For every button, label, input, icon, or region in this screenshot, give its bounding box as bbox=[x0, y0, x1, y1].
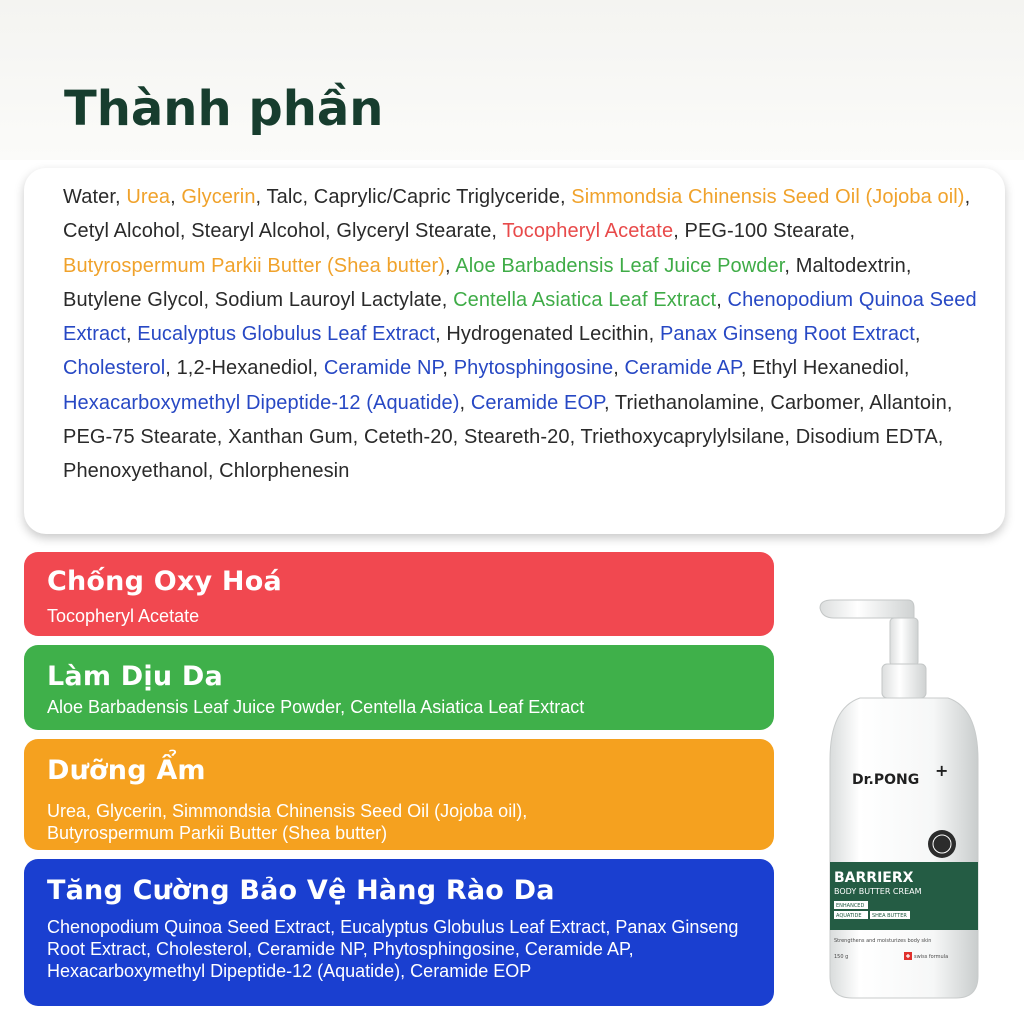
ingredient-highlight: Hexacarboxymethyl Dipeptide-12 (Aquatide) bbox=[63, 391, 460, 414]
ingredient-text: , Hydrogenated Lecithin, bbox=[435, 323, 660, 346]
ingredient-text: , bbox=[125, 323, 138, 346]
ingredient-highlight: Cholesterol bbox=[63, 357, 166, 380]
ingredient-highlight: Tocopheryl Acetate bbox=[502, 220, 674, 243]
ingredients-list bbox=[63, 180, 977, 489]
brand-plus: + bbox=[935, 761, 949, 780]
benefit-card-moisturizing bbox=[24, 739, 774, 850]
ingredient-text: , bbox=[442, 357, 454, 380]
pump-collar bbox=[882, 664, 926, 698]
ingredient-text: , bbox=[716, 288, 728, 311]
ingredient-highlight: Glycerin bbox=[181, 186, 256, 208]
tag-label: SHEA BUTTER bbox=[872, 913, 907, 919]
page-title: Thành phần bbox=[64, 81, 384, 137]
benefit-card-antioxidant bbox=[24, 552, 774, 636]
ingredient-text: , bbox=[613, 357, 625, 380]
benefit-title: Dưỡng Ẩm bbox=[47, 755, 206, 786]
tag-label: AQUATIDE bbox=[836, 913, 862, 919]
benefit-ingredients: Tocopheryl Acetate bbox=[47, 606, 200, 626]
ingredient-text: , bbox=[170, 186, 182, 208]
product-bottle-image bbox=[790, 590, 1010, 1010]
product-tagline: Strengthens and moisturizes body skin bbox=[834, 938, 932, 944]
ingredient-highlight: Ceramide NP bbox=[323, 357, 443, 380]
tag-label: ENHANCED bbox=[836, 903, 865, 909]
benefit-card-barrier bbox=[24, 859, 774, 1006]
ingredient-text: , bbox=[914, 323, 921, 346]
ingredient-highlight: Chenopodium Quinoa Seed Extract bbox=[63, 288, 977, 346]
ingredient-text: , 1,2-Hexanediol, bbox=[165, 357, 324, 380]
ingredient-text: , PEG-100 Stearate, bbox=[673, 220, 856, 243]
brand-logo: Dr.PONG bbox=[852, 772, 920, 788]
benefit-ingredients: Chenopodium Quinoa Seed Extract, Eucalyptus Globulus Leaf Extract, Panax Ginseng Root Extract, Cholesterol, Ceramide NP, Phytosphingosine, Ceramide AP, Hexacarboxymethyl Dipeptide-12 (Aquatide), Ceramide EOP bbox=[47, 917, 739, 981]
benefit-card-soothing bbox=[24, 645, 774, 730]
ingredient-text: , bbox=[445, 254, 456, 277]
ingredient-text: , Talc, Caprylic/Capric Triglyceride, bbox=[255, 186, 572, 208]
benefit-title: Tăng Cường Bảo Vệ Hàng Rào Da bbox=[47, 875, 555, 906]
ingredient-text: , bbox=[459, 391, 471, 414]
ingredient-highlight: Ceramide EOP bbox=[470, 391, 604, 414]
ingredient-highlight: Panax Ginseng Root Extract bbox=[659, 323, 915, 346]
product-line: BARRIERX bbox=[834, 870, 914, 886]
product-subtitle: BODY BUTTER CREAM bbox=[834, 887, 922, 896]
ingredient-highlight: Aloe Barbadensis Leaf Juice Powder bbox=[455, 254, 785, 277]
ingredient-highlight: Butyrospermum Parkii Butter (Shea butter) bbox=[63, 254, 446, 277]
pump-stem bbox=[890, 618, 918, 666]
ingredient-text: , Triethanolamine, Carbomer, Allantoin, PEG-75 Stearate, Xanthan Gum, Ceteth-20, Steareth-20, Triethoxycaprylylsilane, Disodium EDTA, Phenoxyethanol, Chlorphenesin bbox=[63, 391, 953, 483]
ingredient-highlight: Simmondsia Chinensis Seed Oil (Jojoba oil) bbox=[571, 186, 965, 208]
product-bottle-illustration bbox=[790, 590, 1010, 1010]
benefit-ingredients: Urea, Glycerin, Simmondsia Chinensis Seed Oil (Jojoba oil), Butyrospermum Parkii Butter (Shea butter) bbox=[47, 801, 528, 843]
benefit-title: Chống Oxy Hoá bbox=[47, 566, 282, 597]
ingredient-highlight: Urea bbox=[126, 186, 171, 208]
ingredient-text: Water, bbox=[63, 186, 127, 208]
ingredient-highlight: Phytosphingosine bbox=[453, 357, 614, 380]
ingredient-text: , Maltodextrin, Butylene Glycol, Sodium Lauroyl Lactylate, bbox=[63, 254, 912, 311]
flag-label: swiss formula bbox=[914, 954, 949, 960]
ingredient-highlight: Ceramide AP bbox=[624, 357, 741, 380]
seal-icon bbox=[928, 830, 956, 858]
ingredients-card bbox=[24, 168, 1005, 534]
benefit-ingredients: Aloe Barbadensis Leaf Juice Powder, Centella Asiatica Leaf Extract bbox=[47, 697, 585, 717]
product-weight: 150 g bbox=[834, 954, 849, 960]
ingredient-highlight: Centella Asiatica Leaf Extract bbox=[453, 288, 717, 311]
ingredient-text: , Ethyl Hexanediol, bbox=[740, 357, 910, 380]
ingredient-text: , Cetyl Alcohol, Stearyl Alcohol, Glyceryl Stearate, bbox=[63, 186, 971, 243]
ingredient-highlight: Eucalyptus Globulus Leaf Extract bbox=[137, 323, 436, 346]
benefit-title: Làm Dịu Da bbox=[47, 661, 223, 692]
